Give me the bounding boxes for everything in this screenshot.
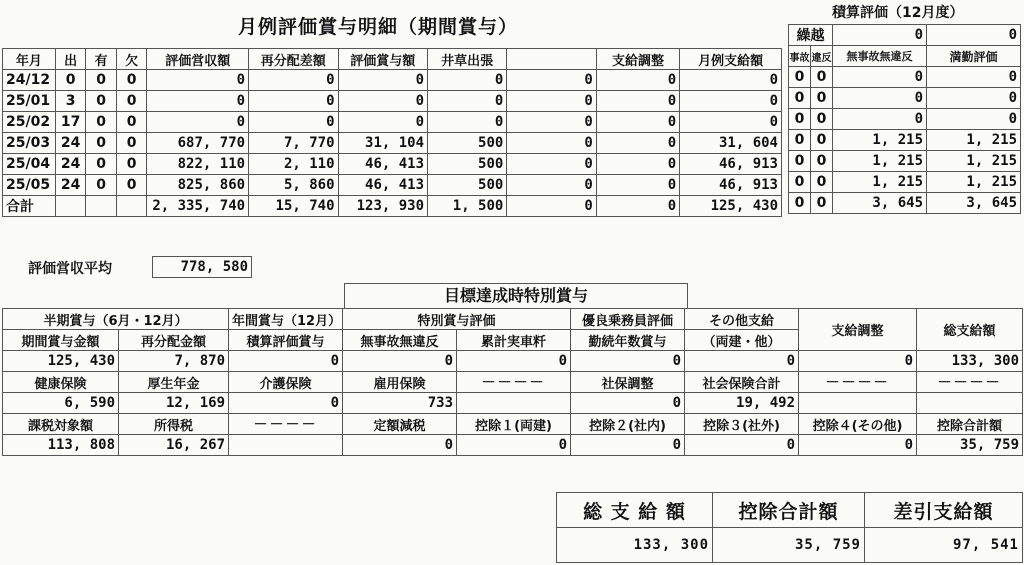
value-cell: 0: [249, 70, 338, 91]
value-cell: 0: [811, 193, 833, 214]
group-header-row: [3, 309, 1023, 330]
value-cell: 687, 770: [147, 133, 249, 154]
value-cell: 0: [229, 393, 343, 414]
value-cell: 0: [116, 154, 147, 175]
value-cell: 0: [927, 88, 1021, 109]
monthly-header-row: [3, 49, 782, 70]
value-cell: 0: [596, 91, 679, 112]
value-cell: 0: [811, 172, 833, 193]
accum-row: [789, 193, 1021, 214]
value-cell: 500: [428, 133, 507, 154]
gross-label: 総支給額: [917, 309, 1023, 351]
total-cell: 2, 335, 740: [147, 196, 249, 217]
adjust-label: 支給調整: [799, 309, 917, 351]
value-cell: 0: [811, 130, 833, 151]
accum-row: [789, 88, 1021, 109]
label-cell: 課税対象額: [3, 414, 119, 435]
special-title-box: [344, 283, 688, 309]
value-cell: 24: [55, 154, 86, 175]
header-cell: 事故: [789, 46, 811, 67]
half-bonus-label: 半期賞与（6月・12月）: [3, 309, 229, 330]
value-cell: 0: [571, 393, 685, 414]
header-cell: 支給調整: [596, 49, 679, 70]
value-cell: 0: [507, 175, 596, 196]
header-cell: 違反: [811, 46, 833, 67]
row1-values: [3, 351, 1023, 372]
value-cell: 3: [55, 91, 86, 112]
value-cell: 1, 215: [833, 130, 927, 151]
label-cell: －－－－: [229, 414, 343, 435]
value-cell: 7, 870: [119, 351, 229, 372]
value-cell: 19, 492: [685, 393, 799, 414]
value-cell: 0: [811, 67, 833, 88]
label-cell: 無事故無違反: [343, 330, 457, 351]
header-cell: 満勤評価: [927, 46, 1021, 67]
label-cell: 所得税: [119, 414, 229, 435]
label-cell: 社保調整: [571, 372, 685, 393]
total-cell: 15, 740: [249, 196, 338, 217]
label-cell: －－－－: [799, 372, 917, 393]
header-cell: 出: [55, 49, 86, 70]
value-cell: 0: [507, 112, 596, 133]
value-cell: 113, 808: [3, 435, 119, 456]
value-cell: 0: [116, 133, 147, 154]
value-cell: 3, 645: [833, 193, 927, 214]
value-cell: 0: [596, 175, 679, 196]
header-cell: [507, 49, 596, 70]
header-cell: 欠: [116, 49, 147, 70]
value-cell: 31, 104: [338, 133, 427, 154]
monthly-row: [3, 133, 782, 154]
value-cell: 0: [685, 435, 799, 456]
page-title: 月例評価賞与明細（期間賞与）: [238, 16, 519, 38]
total-cell: [116, 196, 147, 217]
value-cell: 0: [799, 351, 917, 372]
header-cell: 井草出張: [428, 49, 507, 70]
total-cell: [55, 196, 86, 217]
value-cell: 0: [116, 112, 147, 133]
label-cell: 控除３(社外): [685, 414, 799, 435]
row2-values: [3, 393, 1023, 414]
label-cell: 勤続年数賞与: [571, 330, 685, 351]
value-cell: 1, 215: [927, 172, 1021, 193]
value-cell: 1, 215: [927, 151, 1021, 172]
value-cell: 0: [927, 67, 1021, 88]
value-cell: 16, 267: [119, 435, 229, 456]
accum-row: [789, 151, 1021, 172]
header-cell: 月例支給額: [680, 49, 782, 70]
accum-row: [789, 130, 1021, 151]
value-cell: 0: [86, 91, 117, 112]
value-cell: 0: [927, 109, 1021, 130]
header-cell: 評価営収額: [147, 49, 249, 70]
month-cell: 25/04: [3, 154, 56, 175]
value-cell: 125, 430: [3, 351, 119, 372]
value-cell: 0: [86, 70, 117, 91]
row3-values: [3, 435, 1023, 456]
total-cell: 0: [507, 196, 596, 217]
summary-values: [557, 528, 1023, 563]
total-cell: 1, 500: [428, 196, 507, 217]
value-cell: 0: [507, 91, 596, 112]
row3-labels: [3, 414, 1023, 435]
label-cell: 厚生年金: [119, 372, 229, 393]
value-cell: 0: [147, 70, 249, 91]
value-cell: 12, 169: [119, 393, 229, 414]
value-cell: 0: [249, 91, 338, 112]
accum-title: 積算評価（12月度）: [832, 5, 964, 21]
value-cell: 17: [55, 112, 86, 133]
label-cell: 介護保険: [229, 372, 343, 393]
value-cell: 0: [596, 154, 679, 175]
value-cell: 0: [86, 133, 117, 154]
value-cell: 0: [86, 175, 117, 196]
value-cell: 0: [571, 435, 685, 456]
value-cell: 0: [338, 70, 427, 91]
value-cell: 2, 110: [249, 154, 338, 175]
value-cell: 0: [86, 112, 117, 133]
value-cell: 0: [229, 351, 343, 372]
label-cell: 健康保険: [3, 372, 119, 393]
header-cell: 評価賞与額: [338, 49, 427, 70]
monthly-row: [3, 70, 782, 91]
value-cell: 0: [147, 112, 249, 133]
value-cell: 5, 860: [249, 175, 338, 196]
value-cell: 0: [680, 70, 782, 91]
value-cell: 1, 215: [833, 172, 927, 193]
accum-row: [789, 172, 1021, 193]
special-eval-label: 特別賞与評価: [343, 309, 571, 330]
value-cell: 822, 110: [147, 154, 249, 175]
value-cell: 31, 604: [680, 133, 782, 154]
value-cell: 46, 913: [680, 175, 782, 196]
detail-table: [2, 308, 1023, 456]
value-cell: 0: [811, 109, 833, 130]
value-cell: 0: [507, 70, 596, 91]
total-cell: 123, 930: [338, 196, 427, 217]
total-cell: 0: [596, 196, 679, 217]
carry-value: 0: [927, 25, 1021, 46]
label-cell: 控除１(両建): [457, 414, 571, 435]
month-cell: 25/05: [3, 175, 56, 196]
accum-table: [788, 24, 1021, 214]
month-cell: 25/03: [3, 133, 56, 154]
label-cell: 雇用保険: [343, 372, 457, 393]
value-cell: 133, 300: [917, 351, 1023, 372]
value-cell: 0: [147, 91, 249, 112]
value-cell: 500: [428, 175, 507, 196]
summary-labels: [557, 493, 1023, 528]
value-cell: [457, 393, 571, 414]
value-cell: 0: [833, 88, 927, 109]
value-cell: 46, 913: [680, 154, 782, 175]
value-cell: 825, 860: [147, 175, 249, 196]
value-cell: 0: [789, 172, 811, 193]
value-cell: 0: [685, 351, 799, 372]
special-title: 目標達成時特別賞与: [443, 286, 588, 305]
monthly-row: [3, 175, 782, 196]
value-cell: 3, 645: [927, 193, 1021, 214]
row2-labels: [3, 372, 1023, 393]
value-cell: 0: [428, 70, 507, 91]
label-cell: 控除４(その他): [799, 414, 917, 435]
monthly-row: [3, 154, 782, 175]
value-cell: 0: [596, 133, 679, 154]
summary-net-label: 差引支給額: [865, 493, 1023, 528]
summary-table: [556, 492, 1023, 563]
header-cell: 再分配差額: [249, 49, 338, 70]
carry-value: 0: [833, 25, 927, 46]
label-cell: －－－－: [917, 372, 1023, 393]
value-cell: 0: [343, 435, 457, 456]
value-cell: 0: [116, 70, 147, 91]
total-cell: [86, 196, 117, 217]
value-cell: 0: [55, 70, 86, 91]
value-cell: 6, 590: [3, 393, 119, 414]
month-cell: 25/02: [3, 112, 56, 133]
value-cell: 0: [799, 435, 917, 456]
summary-deduction-value: 35, 759: [713, 528, 865, 563]
value-cell: 0: [596, 70, 679, 91]
label-cell: 社会保険合計: [685, 372, 799, 393]
total-label: 合計: [3, 196, 56, 217]
annual-bonus-label: 年間賞与（12月）: [229, 309, 343, 330]
value-cell: 46, 413: [338, 154, 427, 175]
value-cell: 1, 215: [833, 151, 927, 172]
avg-table: [152, 256, 252, 278]
value-cell: 0: [789, 151, 811, 172]
label-cell: 定額減税: [343, 414, 457, 435]
label-cell: 積算評価賞与: [229, 330, 343, 351]
label-cell: 控除合計額: [917, 414, 1023, 435]
value-cell: 0: [116, 91, 147, 112]
value-cell: [799, 393, 917, 414]
value-cell: [229, 435, 343, 456]
value-cell: 46, 413: [338, 175, 427, 196]
value-cell: 0: [789, 130, 811, 151]
value-cell: 0: [507, 133, 596, 154]
summary-gross-label: 総 支 給 額: [557, 493, 713, 528]
monthly-table: [2, 48, 782, 217]
value-cell: 0: [116, 175, 147, 196]
value-cell: 0: [571, 351, 685, 372]
label-cell: 再分配金額: [119, 330, 229, 351]
label-cell: －－－－: [457, 372, 571, 393]
value-cell: 0: [338, 112, 427, 133]
other-pay-label: その他支給: [685, 309, 799, 330]
value-cell: 0: [789, 88, 811, 109]
monthly-row: [3, 91, 782, 112]
value-cell: 35, 759: [917, 435, 1023, 456]
value-cell: 0: [680, 112, 782, 133]
value-cell: [917, 393, 1023, 414]
value-cell: 0: [338, 91, 427, 112]
value-cell: 0: [833, 67, 927, 88]
value-cell: 0: [833, 109, 927, 130]
value-cell: 0: [680, 91, 782, 112]
accum-header-row: [789, 46, 1021, 67]
value-cell: 0: [343, 351, 457, 372]
avg-label: 評価営収平均: [28, 261, 112, 277]
month-cell: 24/12: [3, 70, 56, 91]
total-cell: 125, 430: [680, 196, 782, 217]
value-cell: 0: [811, 88, 833, 109]
value-cell: 24: [55, 133, 86, 154]
monthly-total-row: [3, 196, 782, 217]
summary-net-value: 97, 541: [865, 528, 1023, 563]
value-cell: 0: [789, 67, 811, 88]
header-cell: 有: [86, 49, 117, 70]
value-cell: 0: [507, 154, 596, 175]
value-cell: 0: [428, 91, 507, 112]
label-cell: （両建・他）: [685, 330, 799, 351]
value-cell: 0: [249, 112, 338, 133]
accum-row: [789, 67, 1021, 88]
value-cell: 1, 215: [927, 130, 1021, 151]
header-cell: 無事故無違反: [833, 46, 927, 67]
carry-label: 繰越: [789, 25, 833, 46]
summary-gross-value: 133, 300: [557, 528, 713, 563]
value-cell: 0: [811, 151, 833, 172]
header-cell: 年月: [3, 49, 56, 70]
value-cell: 7, 770: [249, 133, 338, 154]
value-cell: 24: [55, 175, 86, 196]
value-cell: 0: [86, 154, 117, 175]
value-cell: 0: [457, 435, 571, 456]
value-cell: 0: [789, 109, 811, 130]
label-cell: 期間賞与金額: [3, 330, 119, 351]
avg-value: 778, 580: [153, 257, 252, 278]
excellent-eval-label: 優良乗務員評価: [571, 309, 685, 330]
label-cell: 累計実車粁: [457, 330, 571, 351]
value-cell: 733: [343, 393, 457, 414]
value-cell: 0: [596, 112, 679, 133]
value-cell: 0: [428, 112, 507, 133]
monthly-row: [3, 112, 782, 133]
label-cell: 控除２(社内): [571, 414, 685, 435]
value-cell: 0: [457, 351, 571, 372]
summary-deduction-label: 控除合計額: [713, 493, 865, 528]
value-cell: 500: [428, 154, 507, 175]
carry-row: [789, 25, 1021, 46]
accum-row: [789, 109, 1021, 130]
month-cell: 25/01: [3, 91, 56, 112]
value-cell: 0: [789, 193, 811, 214]
